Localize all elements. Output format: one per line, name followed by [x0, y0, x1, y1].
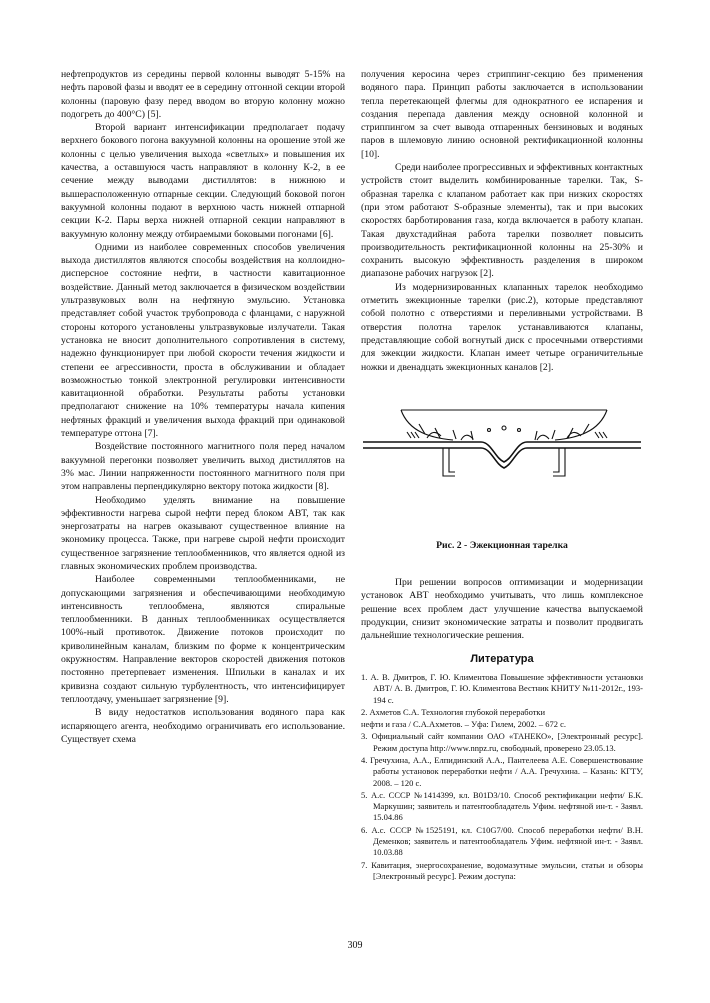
- reference-item: 2. Ахметов С.А. Технология глубокой переработки: [361, 706, 546, 717]
- reference-item: нефти и газа / С.А.Ахметов. – Уфа: Гилем, 2002. – 672 с.: [361, 719, 567, 730]
- right-column: [361, 68, 643, 883]
- reference-item: 3. Официальный сайт компании ОАО «ТАНЕКО», [Электронный ресурс]. Режим доступа http://www.nnpz.ru, свободный, проверено 23.05.13.: [361, 731, 643, 753]
- paragraph: Одними из наиболее современных способов увеличения выхода дистиллятов являются способы воздействия на коллоидно-дисперсное состояние нефти, в частности кавитационное воздействие. Данный метод заключается в физическом воздействии ультразвуковых волн на нефтяную эмульсию. Установка представляет собой участок трубопровода с фланцами, с наружной стороны которого установлены ультразвуковые излучатели. Такая установка не вносит дополнительного сопротивления в систему, надежно функционирует при любой скорости течения жидкости и степени ее агрессивности, проста в обслуживании и обладает возможностью тонкой электронной регулировки интенсивности кавитационной обработки. Результаты работы установки предполагают снижение на 10% температуры начала кипения нефтяных фракций и увеличения выхода фракций при одинаковой температуре оттона [7].: [61, 241, 345, 440]
- page-number: 309: [347, 940, 363, 951]
- paragraph: Среди наиболее прогрессивных и эффективных контактных устройств стоит выделить комбинированные тарелки. Так, S-образная тарелка с клапаном работает как при низких скоростях (при этом работают S-образные элементы), так и при высоких скоростях барботирования газа, когда включается в работу клапан. Такая двухстадийная работа тарелки позволяет повысить производительность ректификационной колонны на 25-30% и сохранить высокую эффективность разделения в широком диапазоне рабочих нагрузок [2].: [361, 162, 644, 280]
- paragraph: Из модернизированных клапанных тарелок необходимо отметить эжекционные тарелки (рис.2), которые представляют собой полотно с отверстиями и переливными устройствами. В отверстия полотна тарелок устанавливаются клапаны, представляющие собой вогнутый диск с просечными отверстиями для эжекции жидкости. Клапан имеет четыре ограничительные ножки и двенадцать эжекционных каналов [2].: [361, 281, 643, 373]
- reference-item: 6. А.с. СССР №1525191, кл. C10G7/00. Способ переработки нефти/ В.Н. Деменков; заявитель и патентообладатель Уфим. нефтяной ин-т. - Заявл. 10.03.88: [361, 824, 643, 858]
- paragraph: получения керосина через стриппинг-секцию без применения водяного пара. Принцип работы заключается в использовании тепла перетекающей флегмы для однократного ее испарения и создания перепада давления между основной колонной и стриппингом за счет вывода отпаренных бензиновых и водяных паров в шлемовую линию основной ректификационной колонны [10].: [361, 69, 643, 160]
- paragraph: При решении вопросов оптимизации и модернизации установок АВТ необходимо учитывать, что лишь комплексное решение всех проблем даст улучшение качества выпускаемой продукции, снизит экономические затраты и позволит продвигать дальнейшие технологические решения.: [361, 577, 643, 642]
- paragraph: Воздействие постоянного магнитного поля перед началом вакуумной перегонки позволяет увеличить выход дистиллятов на 3% мас. Линии напряженности постоянного магнитного поля при этом направлены перпендикулярно вектору потока жидкости [8].: [61, 441, 345, 493]
- reference-item: 5. А.с. СССР №1414399, кл. B01D3/10. Способ ректификации нефти/ Б.К. Маркушин; заявитель и патентообладатель Уфим. нефтяной ин-т. - Заявл. 15.04.86: [361, 789, 643, 823]
- right-column-top-text: [361, 68, 643, 374]
- figure-ejection-tray: [361, 388, 643, 533]
- paragraph: Наиболее современными теплообменниками, не допускающими загрязнения и обеспечивающими необходимую интенсивность теплообмена, являются спиральные теплообменники. В данных теплообменниках осуществляется 100%-ный противоток. Движение потоков происходит по криволинейным каналам, близким по форме к концентрическим окружностям. Направление векторов скоростей движения потоков постоянно претерпевает изменения. Шпильки в каналах и их кривизна создают сильную турбулентность, что интенсифицирует теплоотдачу, уменьшает загрязнение [9].: [61, 574, 345, 705]
- reference-item: 1. А. В. Дмитров, Г. Ю. Климентова Повышение эффективности установки АВТ/ А. В. Дмитров, Г. Ю. Климентова Вестник КНИТУ №11-2012г., 193-194 с.: [361, 671, 643, 705]
- reference-item: 4. Гречухина, А.А., Елпидинский А.А., Пантелеева А.Е. Совершенствование работы установок переработки нефти / А.А. Гречухина. – Казань: КГТУ, 2008. – 120 с.: [361, 754, 643, 788]
- references-title: Литература: [470, 652, 534, 665]
- paragraph: Необходимо уделять внимание на повышение эффективности нагрева сырой нефти перед блоком АВТ, так как энергозатраты на нагрев оказывают существенное влияние на экономику процесса. Также, при нагреве сырой нефти происходит существенное загрязнение теплообменников, что является одной из главных экономических проблем производства.: [61, 494, 345, 572]
- right-column-bottom-text: [361, 576, 643, 642]
- references-list: [361, 672, 643, 882]
- paragraph: В виду недостатков использования водяного пара как испаряющего агента, необходимо ограничивать его использование. Существует схема: [61, 707, 345, 745]
- figure-caption: Рис. 2 - Эжекционная тарелка: [436, 539, 568, 551]
- left-column: [61, 68, 345, 746]
- paragraph: Второй вариант интенсификации предполагает подачу верхнего бокового погона вакуумной колонны на орошение этой же колонны с целью увеличения выхода «светлых» и повышения их качества, а оставшуюся часть направляют в колонну К-2, в ее сечение между выводами дистиллятов: в нижнюю и вышерасположенную отпарные секции. Следующий боковой погон вакуумной колонны подают в верхнюю часть нижней отпарной секции К-2. Пары верха нижней отпарной секции направляют в вакуумную колонну между отбираемыми боковыми погонами [6].: [61, 122, 345, 240]
- reference-item: 7. Кавитация, энергосохранение, водомазутные эмульсии, статьи и обзоры [Электронный ресурс]. Режим доступа:: [361, 859, 643, 881]
- ejection-tray-drawing: [361, 388, 643, 533]
- paragraph: нефтепродуктов из середины первой колонны выводят 5-15% на нефть паровой фазы и вводят ее в середину отгонной секции второй колонны (паровую фазу перед вводом во вторую колонну можно подогреть до 400°С) [5].: [61, 69, 345, 120]
